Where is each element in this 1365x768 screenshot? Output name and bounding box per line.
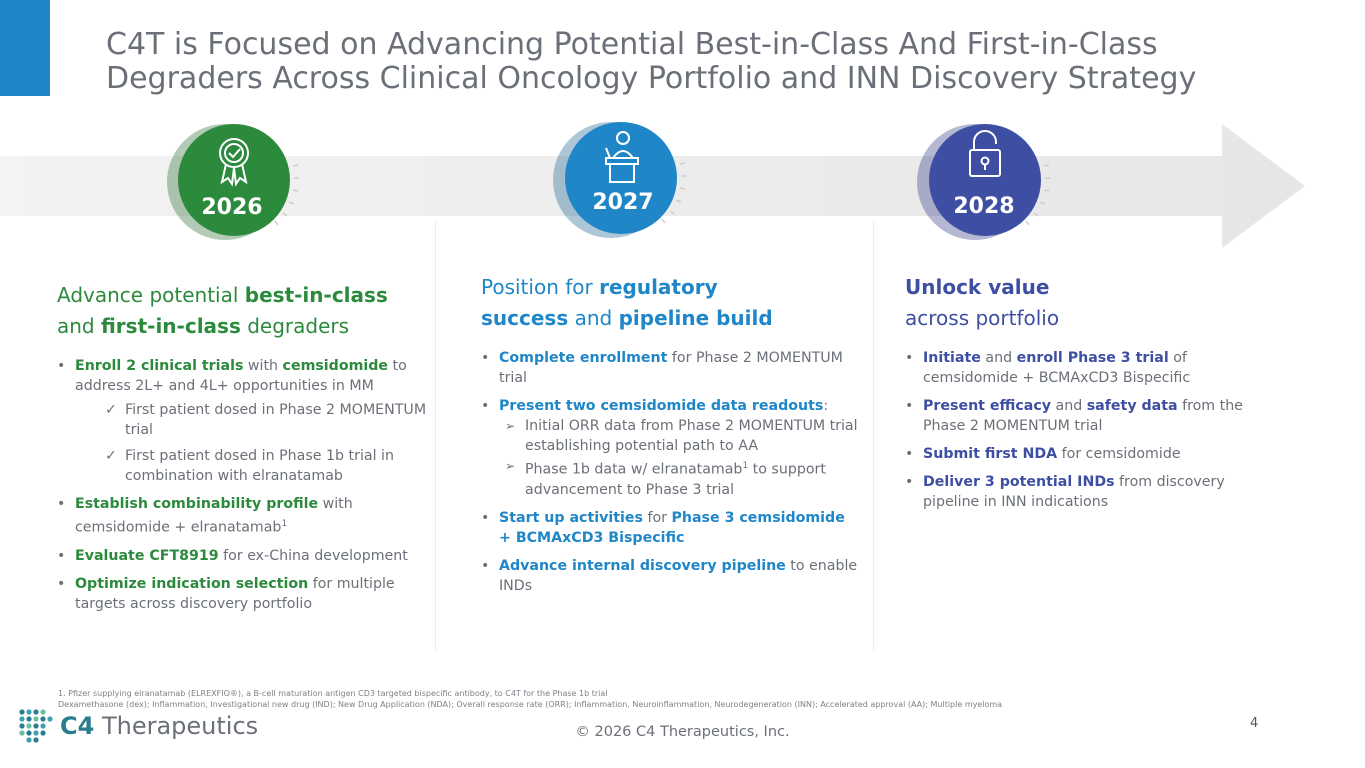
logo-wordmark: C4 Therapeutics [60, 712, 259, 740]
list-item: • Enroll 2 clinical trials with cemsidomide to address 2L+ and 4L+ opportunities in MM ✓ First patient dosed in Phase 2 MOMENTUM trial ✓ First patient dosed in Phase 1b trial in combination with elranatamab [57, 356, 429, 486]
title-line-1: C4T is Focused on Advancing Potential Best-in-Class And First-in-Class [106, 27, 1158, 62]
heading-emphasis: best-in-class [244, 283, 388, 307]
page-number: 4 [1250, 716, 1259, 731]
copyright: © 2026 C4 Therapeutics, Inc. [575, 724, 790, 740]
heading-text: degraders [240, 314, 350, 338]
heading-text: and [57, 314, 101, 338]
column-2028 [905, 272, 1277, 520]
column-2027 [481, 272, 861, 604]
column-2026 [57, 280, 429, 622]
heading-text: Position for [481, 275, 600, 299]
column-heading [481, 272, 861, 334]
list-item: • Complete enrollment for Phase 2 MOMENTUM trial [481, 348, 861, 388]
list-item: • Initiate and enroll Phase 3 trial of cemsidomide + BCMAxCD3 Bispecific [905, 348, 1277, 388]
bullet-list [57, 356, 429, 614]
list-item: • Establish combinability profile with cemsidomide + elranatamab$^1$ [57, 494, 429, 538]
list-item: • Start up activities for Phase 3 cemsidomide + BCMAxCD3 Bispecific [481, 508, 861, 548]
column-heading [905, 272, 1277, 334]
sub-list [499, 416, 861, 500]
footnote [58, 688, 1258, 710]
list-item: • Advance internal discovery pipeline to enable INDs [481, 556, 861, 596]
check-icon: ✓ [105, 448, 117, 464]
accent-bar [0, 0, 50, 96]
list-item: • Optimize indication selection for multiple targets across discovery portfolio [57, 574, 429, 614]
year-label-2026: 2026 [201, 195, 263, 220]
year-label-2028: 2028 [953, 194, 1015, 219]
sub-list-item: ➢ Initial ORR data from Phase 2 MOMENTUM trial establishing potential path to AA [505, 418, 858, 454]
column-divider [873, 222, 874, 650]
bullet-list [481, 348, 861, 596]
badge-2027 [553, 122, 686, 238]
footnote-line-1: 1. Pfizer supplying elranatamab (ELREXFIO®), a B-cell maturation antigen CD3 targeted bispecific antibody, to C4T for the Phase 1b trial [58, 689, 608, 698]
heading-emphasis: regulatory [599, 275, 718, 299]
column-divider [435, 222, 436, 650]
list-item: • Present efficacy and safety data from the Phase 2 MOMENTUM trial [905, 396, 1277, 436]
heading-text: Advance potential [57, 283, 245, 307]
sub-list-item: ✓ First patient dosed in Phase 2 MOMENTUM trial [105, 402, 427, 438]
check-icon: ✓ [105, 402, 117, 418]
column-heading [57, 280, 429, 342]
year-label-2027: 2027 [592, 190, 654, 215]
bullet-list [905, 348, 1277, 512]
arrow-bullet-icon: ➢ [505, 459, 516, 473]
arrow-bullet-icon: ➢ [505, 419, 516, 433]
heading-text: across portfolio [905, 306, 1060, 330]
heading-text: and [568, 306, 619, 330]
sub-list-item: ✓ First patient dosed in Phase 1b trial in combination with elranatamab [105, 448, 394, 484]
heading-emphasis: Unlock value [905, 275, 1050, 299]
page-title [106, 28, 1306, 96]
heading-emphasis: first-in-class [100, 314, 241, 338]
heading-emphasis: success [481, 306, 569, 330]
footnote-line-2: Dexamethasone (dex); Inflammation, Investigational new drug (IND); New Drug Application (NDA); Overall response rate (ORR); Inflammation, Neuroinflammation, Neurodegeneration (INN); Accelerated approval (AA); Multiple myeloma [58, 700, 1003, 709]
heading-emphasis: pipeline build [618, 306, 773, 330]
badge-2028 [917, 124, 1050, 240]
list-item: • Deliver 3 potential INDs from discovery pipeline in INN indications [905, 472, 1277, 512]
list-item: • Submit first NDA for cemsidomide [905, 444, 1277, 464]
sub-list [75, 400, 429, 486]
list-item: • Evaluate CFT8919 for ex-China development [57, 546, 429, 566]
title-line-2: Degraders Across Clinical Oncology Portfolio and INN Discovery Strategy [106, 61, 1197, 96]
sub-list-item: ➢ Phase 1b data w/ elranatamab$^1$ to support advancement to Phase 3 trial [499, 456, 861, 500]
badge-2026 [167, 124, 299, 240]
list-item: • Present two cemsidomide data readouts: ➢ Initial ORR data from Phase 2 MOMENTUM trial establishing potential path to AA ➢ Phase 1b data w/ elranatamab$^1$ to support advancement to Phase 3 trial [481, 396, 861, 500]
